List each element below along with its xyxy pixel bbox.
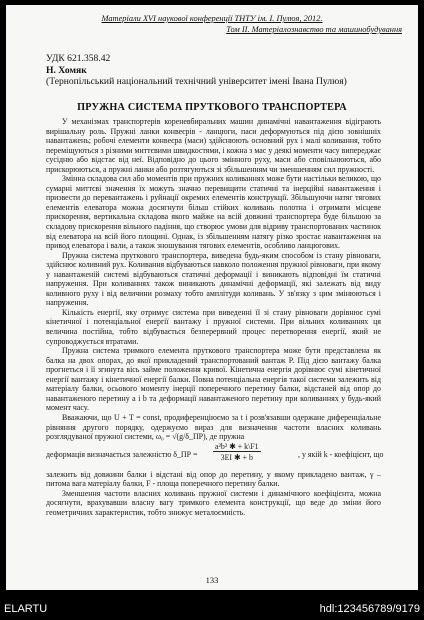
deflection-formula bbox=[46, 441, 384, 470]
author-name: Н. Хомяк bbox=[46, 65, 87, 76]
formula-denominator: 3EI ✱ + b bbox=[220, 453, 253, 463]
article-body bbox=[46, 117, 384, 517]
author-affiliation: (Тернопільський національний технічний університет імені Івана Пулюя) bbox=[46, 76, 347, 87]
udk-code: УДК 621.358.42 bbox=[46, 53, 111, 64]
paragraph: Пружна система пруткового транспортера, виведена будь-яким способом із стану рівноваги, здійснює коливний рух. Коливання відбуваються навколо положення пружної рівноваги, при якому у навантаженій системі відбуваються статичні деформації і виникають відповідні їм статичні напруження. При коливаннях також виникають динамічні деформації, які залежать від виду коливного руху і від величини розмаху тобто амплітуди коливань. У зв'язку з цим змінюються і напруження. bbox=[46, 250, 381, 308]
article-title: ПРУЖНА СИСТЕМА ПРУТКОВОГО ТРАНСПОРТЕРА bbox=[77, 102, 347, 113]
paragraph: залежить від довжини балки і відстані від опор до перетину, у якому прикладено вантаж, γ – питома вага матеріалу балки, F - площа поперечного перетину балки. bbox=[46, 469, 381, 489]
running-header-volume: Том ІІ. Матеріалознавство та машинобудування bbox=[226, 25, 402, 34]
paragraph: Змінна складова сил або моментів при пружних коливаннях може бути настільки великою, що сумарні миттєві значення їх можуть значно перевищити статичні та інерційні навантаження і призвести до перевантажень і руйнації окремих елементів конструкції. Збільшуючи натяг тягових елементів елеватора можна досягнути більш стійких коливань полотна і отримати місцеве прискорення, вертикальна складова якого майже на всій довжині транспортера буде більшою за складову прискорення вільного падіння, що створює умови для відриву транспортованих частинок від елеватора на всій його площині. Однак, із збільшенням натягу різко зростає навантаження на привод елеватора і вали, а також зношування тягових елементів, особливо ланцюгових. bbox=[46, 174, 381, 251]
page-number: 133 bbox=[205, 575, 219, 585]
paragraph: У механізмах транспортерів кореневбиральних машин динамічні навантаження відіграють вирішальну роль. Пружні ланки конвеєрів - ланцюги, паси деформуються під дією зовнішніх навантажень; робочі елементи конвеєра (маси) здійснюють основний рух і малі коливання, тобто переміщуються з різними миттєвими швидкостями, і кожна з мас у деякі моменти часу випереджає сусідню або відстає від неї. Відповідно до цього змінного руху, маси або сповільнюються, або прискорюються, а пружні ланки або розтягуються зі збільшенням чи зменшенням сил пружності. bbox=[46, 117, 381, 174]
paragraph: Вважаючи, що U + T = const, продиференціюємо за t і розв'язавши одержане диференціальне рівняння другого порядку, одержуємо вираз для визначення частоти власних коливань розглядуваної пружної системи, ω₀ = √(g/δ_ПР), де пружна bbox=[46, 412, 381, 442]
paragraph: Зменшення частоти власних коливань пружної системи і динамічного коефіцієнта, можна досягнути, врахувавши власну вагу тримкого елемента конструкції, що веде до зміни його геометричних характеристик, тобто знижує металоємність. bbox=[46, 488, 381, 517]
formula-trailing-text: , у якій k - коефіцієнт, що bbox=[298, 449, 384, 459]
paragraph: Кількість енергії, яку отримує система при виведенні її зі стану рівноваги дорівнює сумі кінетичної і потенціальної енергії вантажу і пружної системи. При вільних коливаннях ця величина постійна, тобто відбувається безперервний процес перетворення енергії, який не супроводжується втратами. bbox=[46, 307, 381, 346]
handle-identifier: hdl:123456789/9179 bbox=[319, 603, 420, 615]
repository-footer bbox=[0, 600, 424, 620]
repository-name: ELARTU bbox=[4, 603, 48, 615]
running-header-conference: Матеріали XVI наукової конференції ТНТУ ім. І. Пулюя, 2012. bbox=[101, 14, 323, 23]
document-page bbox=[6, 5, 418, 590]
formula-numerator: a²b² ✱ + k\F1 bbox=[215, 441, 259, 451]
paragraph: Пружна система тримкого елемента пруткового транспортера може бути представлена як балка на двох опорах, до якої прикладений транспортований вантаж P. Під дією вантажу балка прогнеться і її згинута вісь займе положення кривої. Кінетична енергія дорівнює сумі кінетичної енергії вантажу і кінетичної енергії балки. Повна потенціальна енергія такої системи залежить від матеріалу балки, осьового моменту інерції поперечного перетину балки, відстаней від опор до навантаженого перетину a і b та деформації навантаженого перетину при коливаннях у будь-який момент часу. bbox=[46, 346, 381, 413]
formula-fraction bbox=[213, 442, 261, 463]
formula-lead-text: деформація визначається залежністю δ_ПР = bbox=[46, 449, 198, 459]
